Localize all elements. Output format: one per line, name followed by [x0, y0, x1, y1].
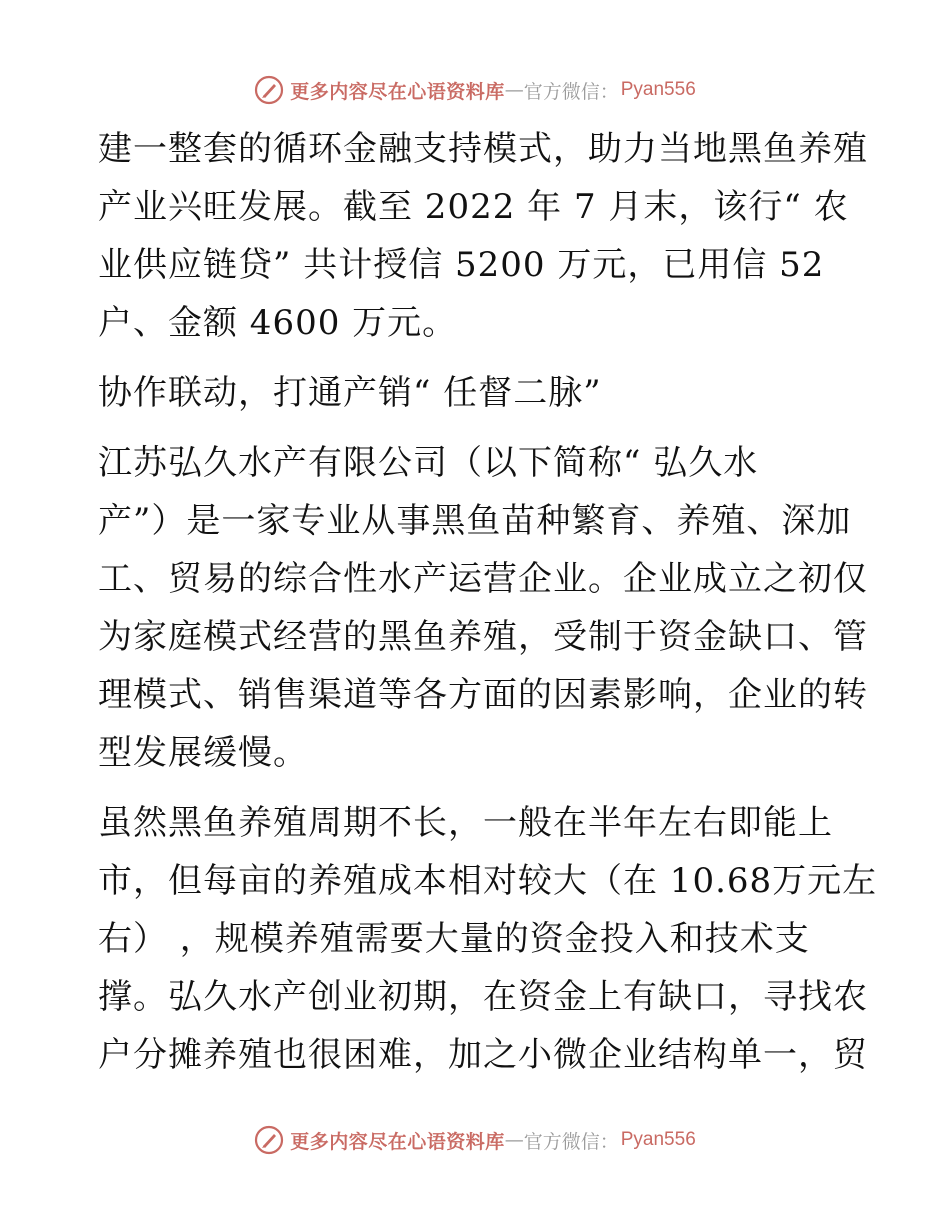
document-body: [98, 120, 878, 1084]
paragraph-3: [98, 794, 878, 1084]
text-line: 产业兴旺发展。截至 2022 年 7 月末，该行“ 农: [98, 187, 849, 227]
watermark-wechat-label: 官方微信：: [523, 80, 619, 103]
top-watermark-banner: [0, 70, 950, 110]
text-line: 户、金额 4600 万元。: [98, 303, 458, 343]
text-line: 江苏弘久水产有限公司（以下简称“ 弘久水: [98, 443, 759, 483]
text-line: 产”）是一家专业从事黑鱼苗种繁育、养殖、深加: [98, 501, 852, 541]
text-line: 工、贸易的综合性水产运营企业。企业成立之初仅: [98, 559, 868, 599]
watermark-wechat-id: Pyan556: [620, 1129, 696, 1150]
heading-line: 协作联动，打通产销“ 任督二脉”: [98, 373, 602, 413]
watermark-dash: —: [504, 79, 524, 101]
watermark-text: 更多内容尽在心语资料库: [290, 1130, 505, 1153]
quill-logo-icon: [254, 1125, 284, 1155]
text-line: 业供应链贷” 共计授信 5200 万元，已用信 52: [98, 245, 825, 285]
text-line: 右） ，规模养殖需要大量的资金投入和技术支: [98, 919, 810, 959]
text-line: 理模式、销售渠道等各方面的因素影响，企业的转: [98, 675, 868, 715]
text-line: 撑。弘久水产创业初期，在资金上有缺口，寻找农: [98, 977, 868, 1017]
text-line: 建一整套的循环金融支持模式，助力当地黑鱼养殖: [98, 129, 868, 169]
paragraph-2: [98, 434, 868, 782]
watermark-wechat-id: Pyan556: [620, 79, 696, 100]
text-line: 虽然黑鱼养殖周期不长，一般在半年左右即能上: [98, 803, 833, 843]
watermark-text: 更多内容尽在心语资料库: [290, 80, 505, 103]
text-line: 市，但每亩的养殖成本相对较大（在 10.68万元左: [98, 861, 878, 901]
text-line: 户分摊养殖也很困难，加之小微企业结构单一，贸: [98, 1035, 868, 1075]
bottom-watermark-banner: [0, 1120, 950, 1160]
watermark-wechat-label: 官方微信：: [523, 1130, 619, 1153]
text-line: 型发展缓慢。: [98, 733, 308, 773]
quill-logo-icon: [254, 75, 284, 105]
watermark-dash: —: [504, 1129, 524, 1151]
paragraph-1: [98, 120, 868, 352]
text-line: 为家庭模式经营的黑鱼养殖，受制于资金缺口、管: [98, 617, 868, 657]
section-heading: [98, 364, 868, 422]
